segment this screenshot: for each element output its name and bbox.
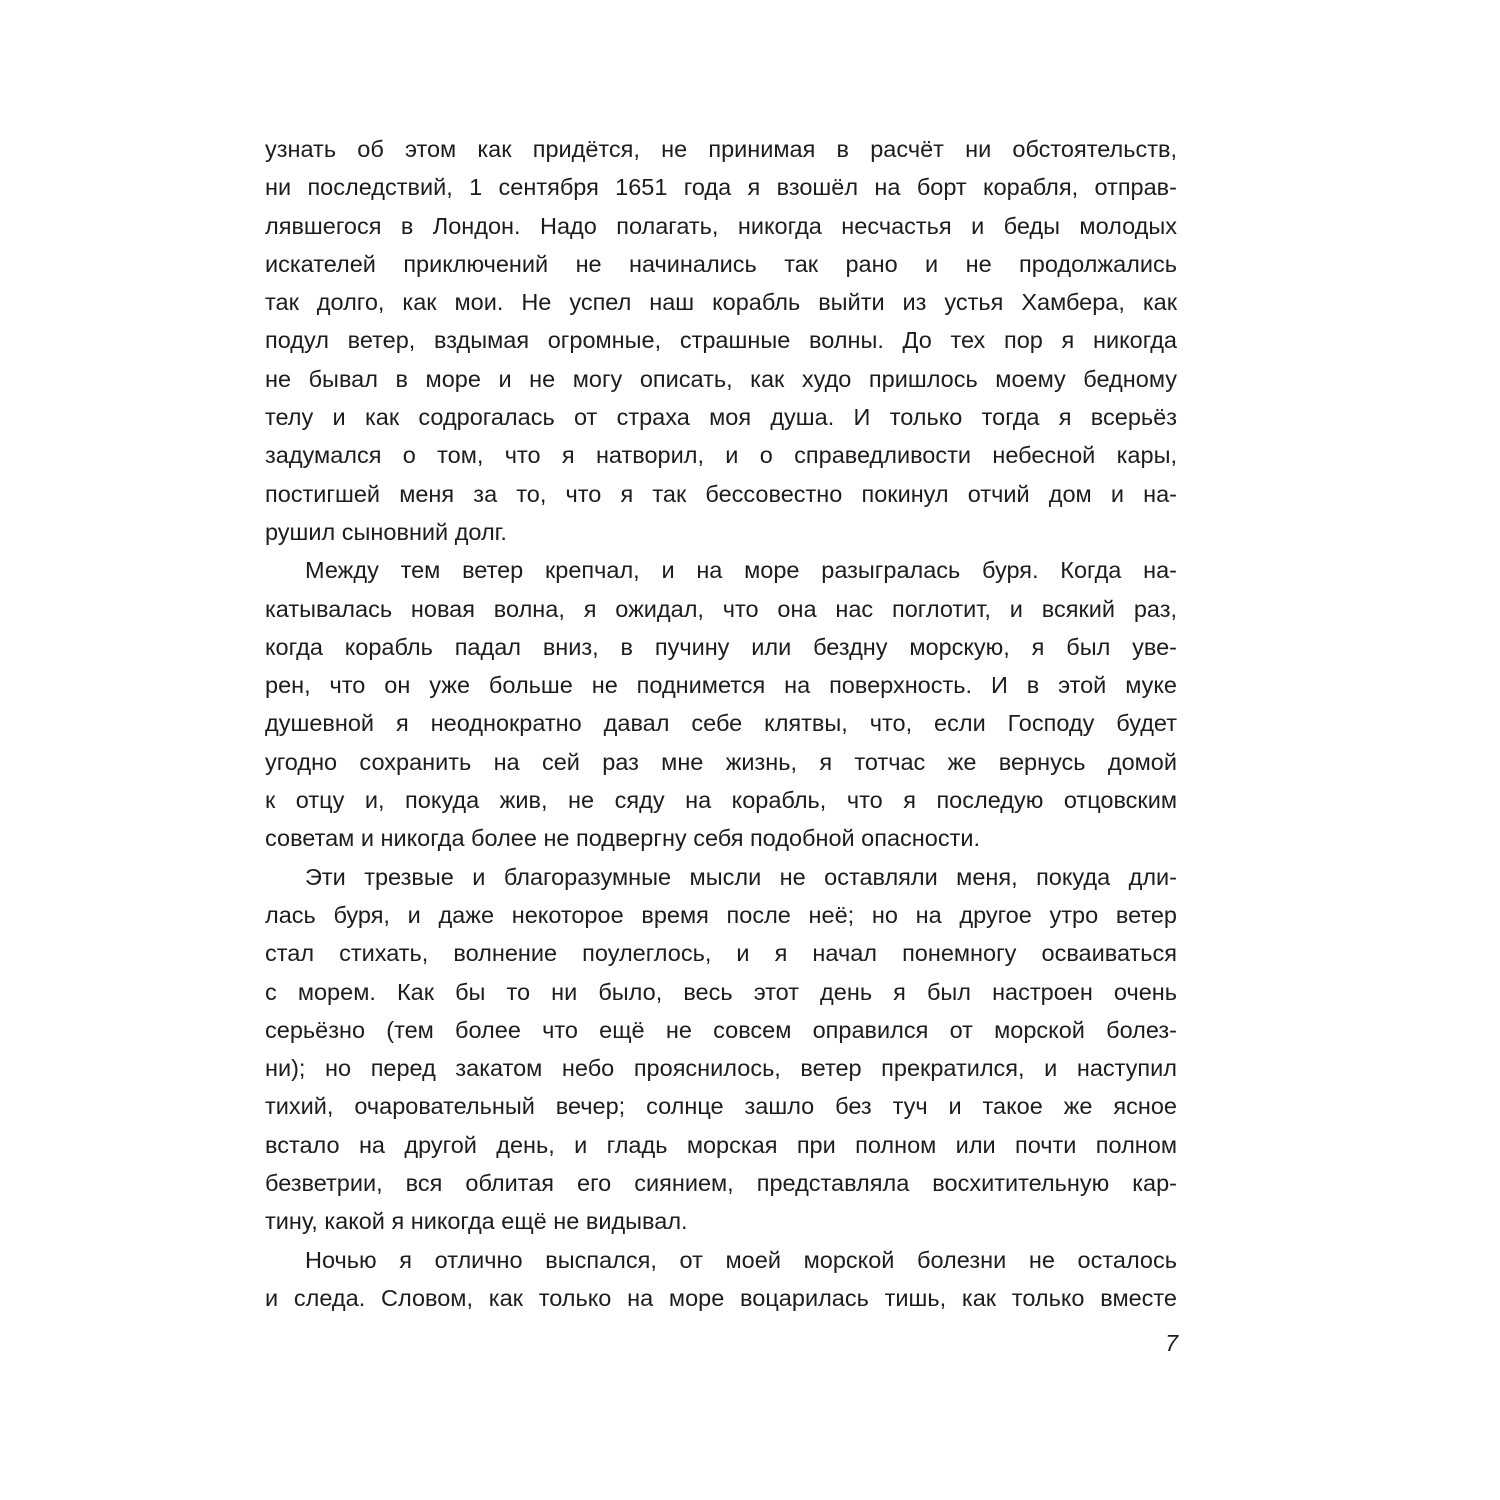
text-line: Ночью я отлично выспался, от моей морской болезни не осталось	[305, 1246, 1177, 1273]
text-line: Между тем ветер крепчал, и на море разыгралась буря. Когда на-	[305, 557, 1177, 584]
body-text	[265, 130, 1177, 1317]
text-line: рушил сыновний долг.	[265, 518, 507, 545]
text-line: катывалась новая волна, я ожидал, что она нас поглотит, и всякий раз,	[265, 595, 1177, 622]
text-line: узнать об этом как придётся, не принимая в расчёт ни обстоятельств,	[265, 136, 1177, 162]
text-line: лявшегося в Лондон. Надо полагать, никогда несчастья и беды молодых	[265, 212, 1177, 239]
text-line: встало на другой день, и гладь морская при полном или почти полном	[265, 1131, 1177, 1158]
text-line: к отцу и, покуда жив, не сяду на корабль, что я последую отцовским	[265, 787, 1177, 814]
page-number: 7	[1165, 1330, 1178, 1356]
text-line: подул ветер, вздымая огромные, страшные волны. До тех пор я никогда	[265, 327, 1177, 354]
text-line: постигшей меня за то, что я так бессовестно покинул отчий дом и на-	[265, 480, 1177, 507]
text-line: не бывал в море и не могу описать, как худо пришлось моему бедному	[265, 365, 1177, 392]
text-line: с морем. Как бы то ни было, весь этот день я был настроен очень	[265, 978, 1177, 1005]
text-line: искателей приключений не начинались так рано и не продолжались	[265, 250, 1177, 277]
text-line: советам и никогда более не подвергну себя подобной опасности.	[265, 825, 981, 852]
text-line: ни последствий, 1 сентября 1651 года я взошёл на борт корабля, отправ-	[265, 174, 1177, 201]
text-line: так долго, как мои. Не успел наш корабль выйти из устья Хамбера, как	[265, 289, 1177, 316]
text-line: ни); но перед закатом небо прояснилось, ветер прекратился, и наступил	[265, 1055, 1177, 1082]
text-line: тихий, очаровательный вечер; солнце зашло без туч и такое же ясное	[265, 1093, 1177, 1120]
text-line: стал стихать, волнение поулеглось, и я начал понемногу осваиваться	[265, 940, 1177, 967]
text-line: лась буря, и даже некоторое время после неё; но на другое утро ветер	[265, 901, 1177, 928]
text-line: телу и как содрогалась от страха моя душа. И только тогда я всерьёз	[265, 404, 1177, 431]
text-line: серьёзно (тем более что ещё не совсем оправился от морской болез-	[265, 1016, 1177, 1043]
text-line: задумался о том, что я натворил, и о справедливости небесной кары,	[265, 442, 1177, 469]
text-line: когда корабль падал вниз, в пучину или бездну морскую, я был уве-	[265, 633, 1177, 660]
text-line: тину, какой я никогда ещё не видывал.	[265, 1208, 688, 1235]
text-line: и следа. Словом, как только на море воцарилась тишь, как только вместе	[265, 1284, 1177, 1311]
text-line: Эти трезвые и благоразумные мысли не оставляли меня, покуда дли-	[305, 863, 1177, 890]
text-line: угодно сохранить на сей раз мне жизнь, я тотчас же вернусь домой	[265, 748, 1177, 775]
text-line: рен, что он уже больше не поднимется на поверхность. И в этой муке	[265, 672, 1177, 699]
text-line: безветрии, вся облитая его сиянием, представляла восхитительную кар-	[265, 1170, 1177, 1197]
text-line: душевной я неоднократно давал себе клятвы, что, если Господу будет	[265, 710, 1177, 737]
